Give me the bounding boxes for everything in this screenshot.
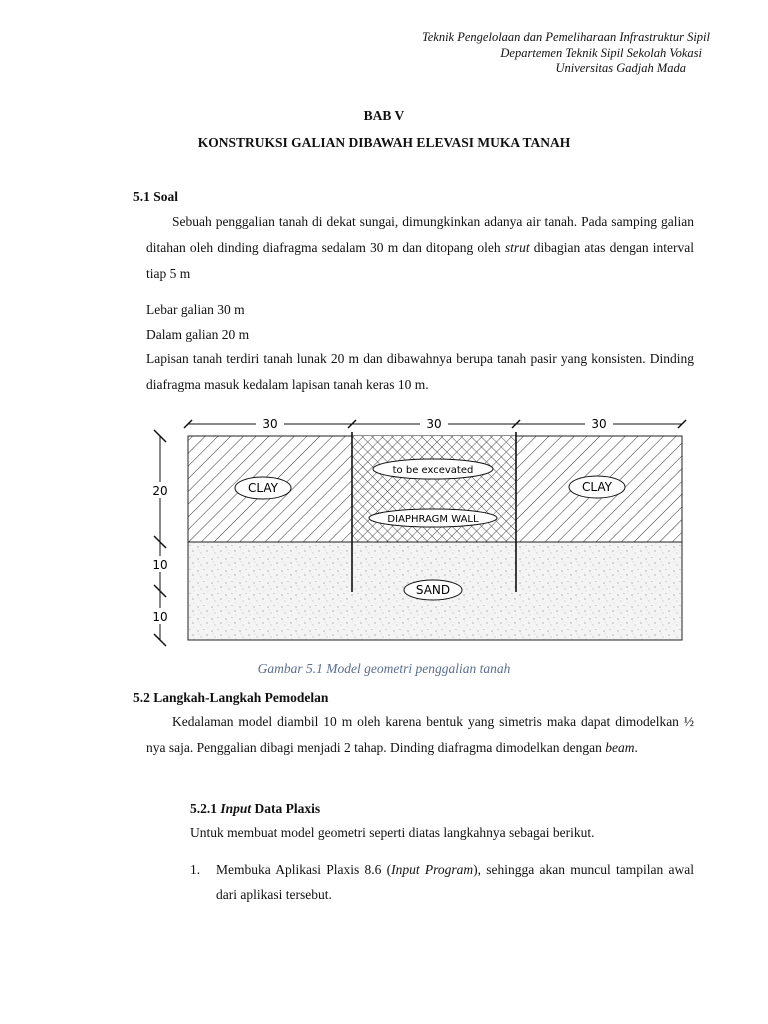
para-text: Sebuah penggalian tanah di dekat sungai, dimungkinkan adanya air tanah. Pada samping galian ditahan oleh dinding diafragma sedalam 30 m dan ditopang oleh [146, 214, 694, 255]
list-item [190, 857, 694, 907]
dim-top-3: 30 [591, 417, 607, 431]
section-heading-5-1: 5.1 Soal [133, 189, 179, 204]
sub-rest: Data Plaxis [251, 801, 321, 816]
list-item-number: 1. [190, 862, 201, 877]
item-text-b: ), sehingga akan muncul tampilan awal dari aplikasi tersebut. [216, 862, 695, 902]
para-text-end: dibagian atas dengan interval tiap 5 m [146, 240, 694, 281]
clay-right-label: CLAY [582, 480, 612, 494]
header-line-1: Teknik Pengelolaan dan Pemeliharaan Infrastruktur Sipil [421, 30, 710, 44]
sub-italic: Input [220, 801, 252, 816]
dim-top-1: 30 [262, 417, 278, 431]
para-italic: beam [605, 740, 635, 755]
figure-caption: Gambar 5.1 Model geometri penggalian tanah [257, 661, 511, 676]
wall-label: DIAPHRAGM WALL [387, 514, 479, 525]
header-line-3: Universitas Gadjah Mada [555, 61, 686, 75]
sand-label: SAND [415, 583, 451, 597]
dalam-line: Dalam galian 20 m [146, 327, 250, 342]
list-item-text [216, 857, 694, 907]
chapter-title: KONSTRUKSI GALIAN DIBAWAH ELEVASI MUKA TANAH [197, 135, 571, 150]
item-text-a: Membuka Aplikasi Plaxis 8.6 ( [216, 862, 392, 877]
geometry-figure [140, 412, 696, 652]
subsection-intro: Untuk membuat model geometri seperti diatas langkahnya sebagai berikut. [190, 825, 595, 840]
dim-top-2: 30 [426, 417, 442, 431]
paragraph-soal [146, 209, 694, 287]
running-header [422, 30, 710, 77]
excavated-label: to be excevated [392, 465, 474, 476]
item-italic: Input Program [391, 862, 474, 877]
para-italic: strut [504, 240, 530, 255]
paragraph-pemodelan [146, 709, 694, 761]
dim-left-2: 10 [152, 558, 168, 572]
paragraph-lapisan: Lapisan tanah terdiri tanah lunak 20 m dan dibawahnya berupa tanah pasir yang konsisten. Dinding diafragma masuk kedalam lapisan tanah keras 10 m. [146, 351, 694, 392]
dim-left-1: 20 [152, 484, 168, 498]
section-heading-5-2: 5.2 Langkah-Langkah Pemodelan [133, 690, 329, 705]
lebar-line: Lebar galian 30 m [146, 302, 245, 317]
dim-left-3: 10 [152, 610, 168, 624]
subsection-heading-5-2-1 [190, 801, 320, 817]
para-text-end: . [634, 740, 638, 755]
para-text: Kedalaman model diambil 10 m oleh karena bentuk yang simetris maka dapat dimodelkan ½ nya saja. Penggalian dibagi menjadi 2 tahap. Dinding diafragma dimodelkan dengan [146, 714, 694, 755]
sub-num: 5.2.1 [190, 801, 221, 816]
header-line-2: Departemen Teknik Sipil Sekolah Vokasi [500, 45, 702, 60]
chapter-number: BAB V [363, 108, 405, 123]
clay-left-label: CLAY [248, 481, 278, 495]
